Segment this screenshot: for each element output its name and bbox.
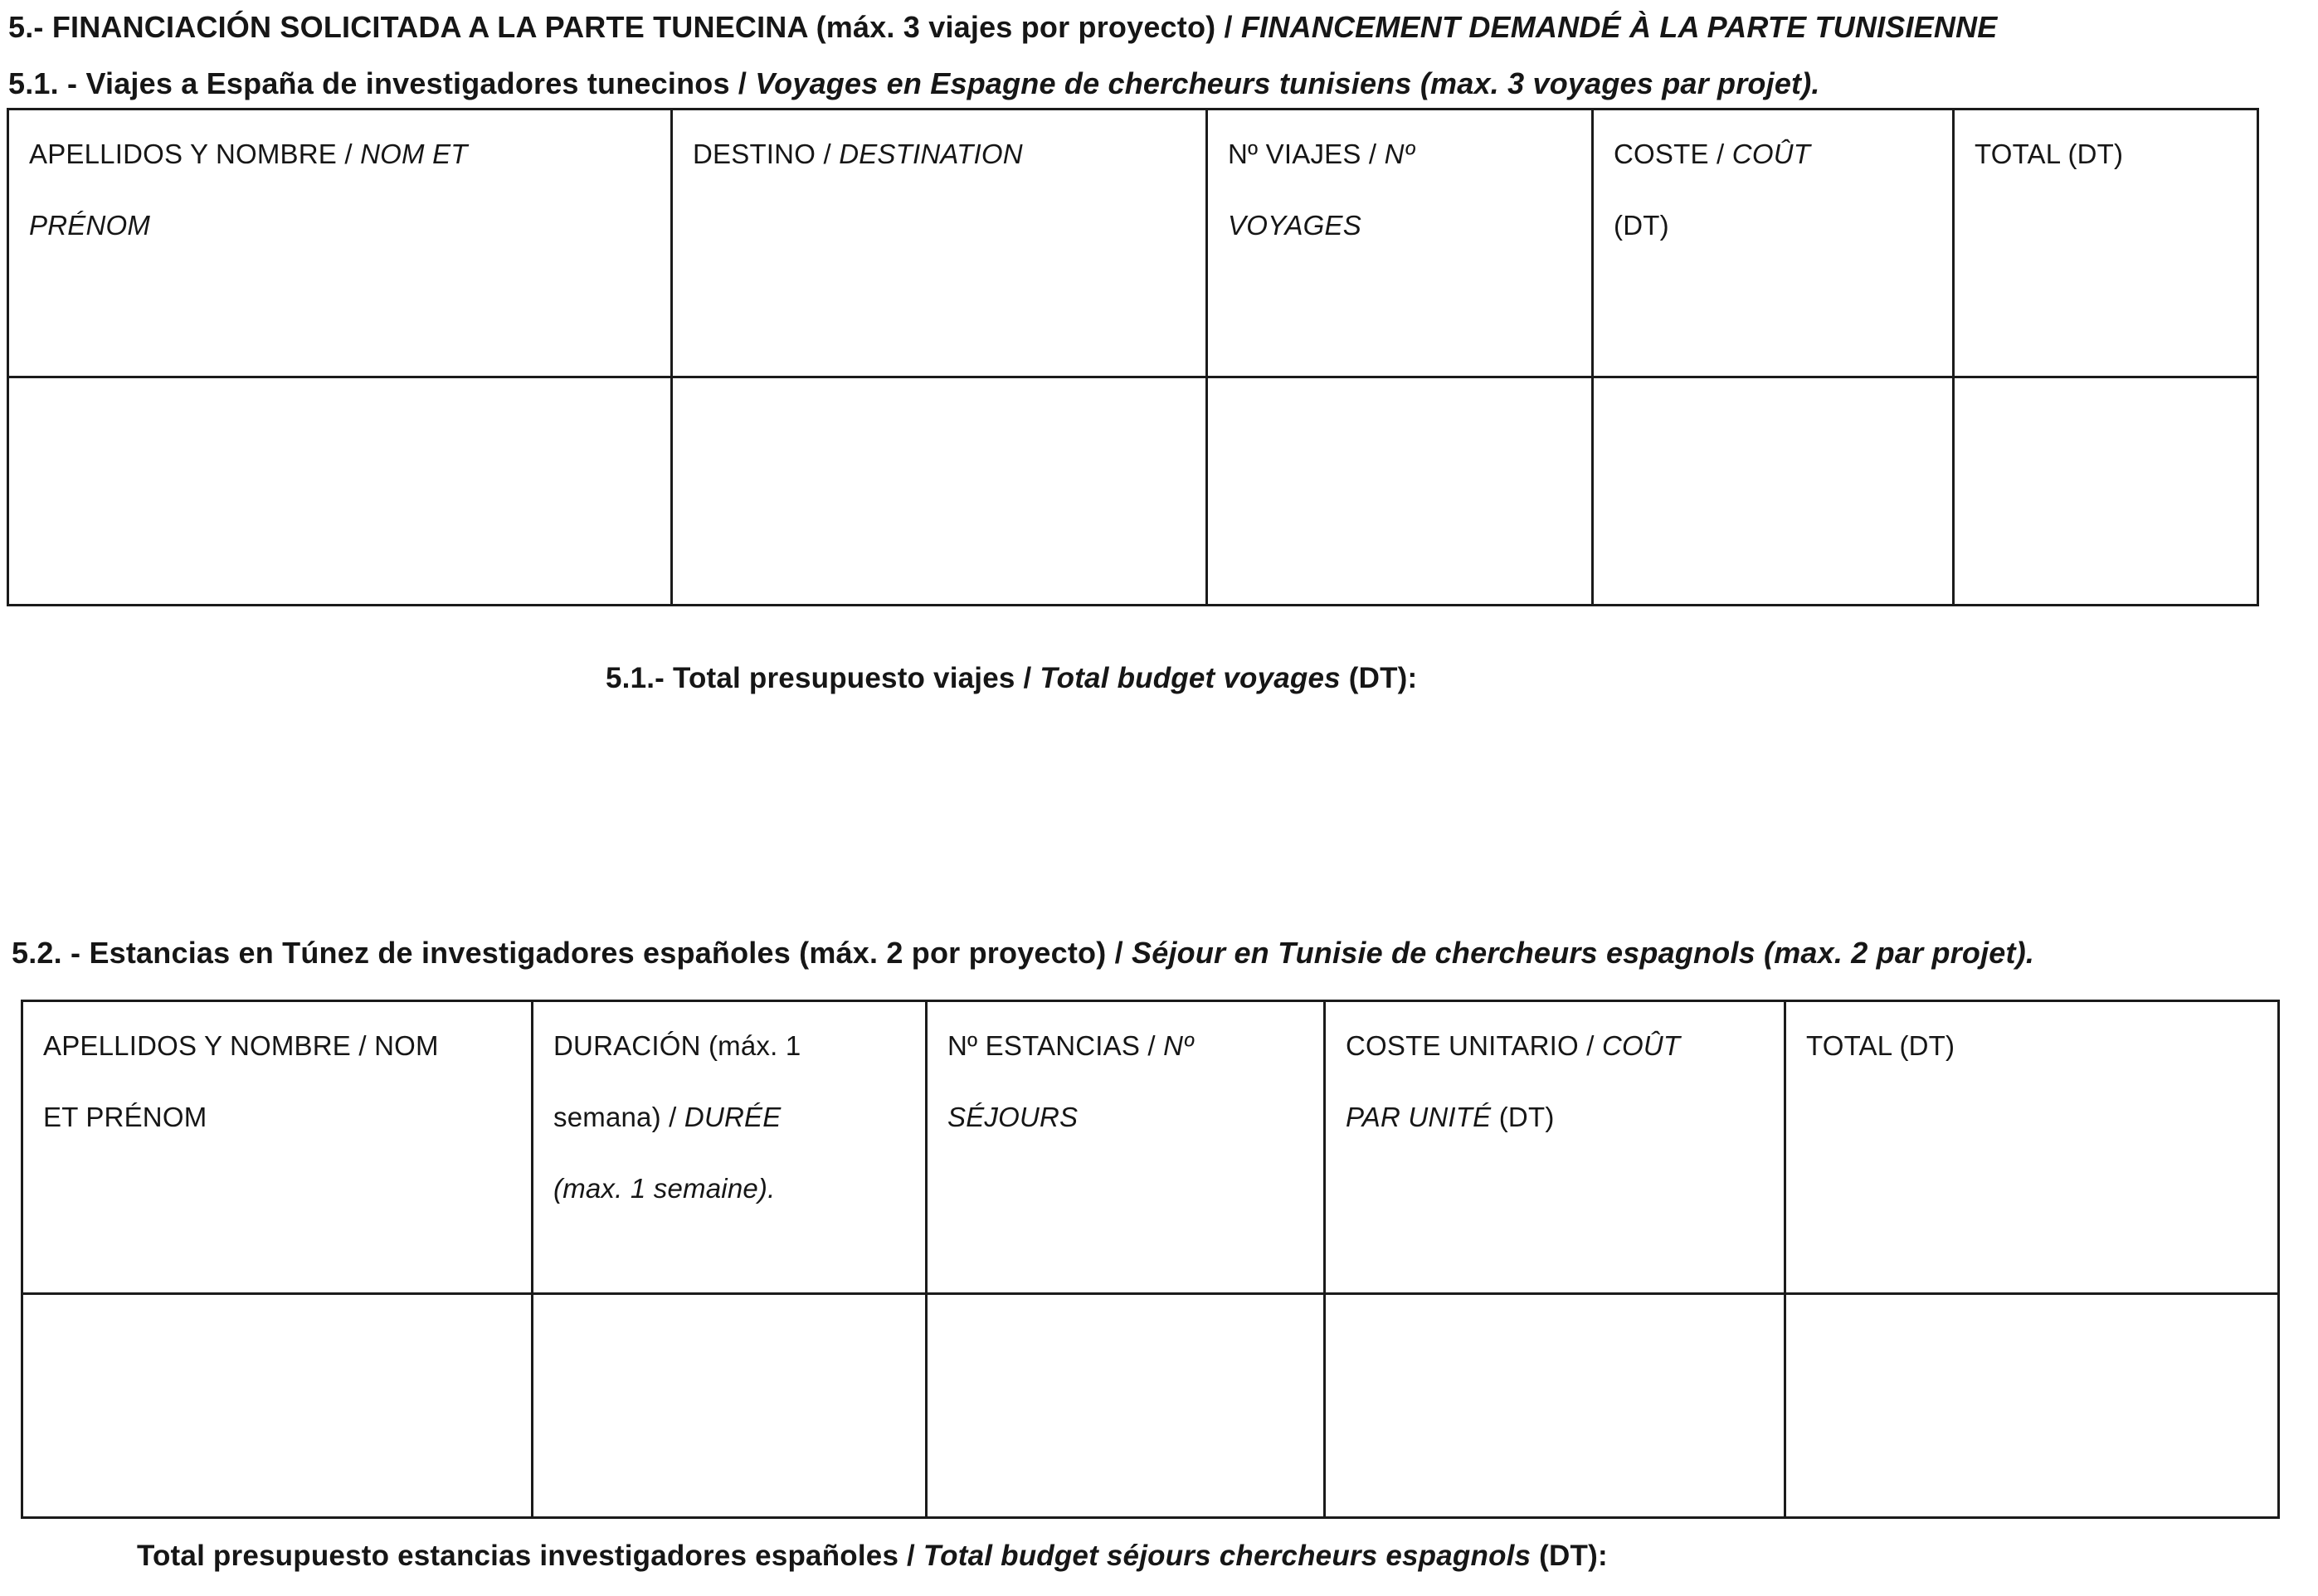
stays-table-header-row [22,1001,2279,1294]
stays-cell-unit-cost [1325,1294,1785,1518]
stays-header-num-stays [927,1001,1325,1294]
trips-cell-destination [672,377,1207,606]
trips-cell-name [8,377,672,606]
stays-total-line [137,1540,1608,1573]
section-5-1-title-es: 5.1. - Viajes a España de investigadores tunecinos / [8,66,756,100]
stays-header-total-label: TOTAL (DT) [1806,1030,1955,1061]
stays-header-name [22,1001,533,1294]
section-5-2-title-fr: Séjour en Tunisie de chercheurs espagnols (max. 2 par projet). [1132,936,2035,970]
trips-table-empty-row [8,377,2258,606]
trips-total-label-fr: Total budget voyages [1040,662,1341,694]
section-5-1-title-fr: Voyages en Espagne de chercheurs tunisiens (max. 3 voyages par projet). [755,66,1820,100]
trips-total-label-es: 5.1.- Total presupuesto viajes / [606,662,1040,694]
section-5-title [8,10,1998,45]
trips-header-name-es: APELLIDOS Y NOMBRE / [29,139,361,169]
trips-table-header-row [8,109,2258,377]
stays-header-duration-es: DURACIÓN (máx. 1 semana) / [553,1030,801,1132]
section-5-title-fr: FINANCEMENT DEMANDÉ À LA PARTE TUNISIENNE [1240,10,1998,44]
stays-header-unit-cost [1325,1001,1785,1294]
trips-header-cost-unit: (DT) [1614,210,1669,241]
stays-header-duration-fr: DURÉE (max. 1 semaine). [553,1102,782,1204]
stays-header-unit-cost-fr: COÛT PAR UNITÉ [1346,1030,1681,1132]
trips-total-label-suffix: (DT): [1340,662,1418,694]
trips-header-cost-fr: COÛT [1731,139,1811,169]
stays-total-label-suffix: (DT): [1531,1540,1608,1572]
trips-header-num-trips-es: Nº VIAJES / [1228,139,1385,169]
stays-total-label-fr: Total budget séjours chercheurs espagnols [923,1540,1532,1572]
stays-header-total [1785,1001,2279,1294]
stays-in-tunisia-table [21,1000,2280,1519]
trips-header-cost-es: COSTE / [1614,139,1732,169]
stays-header-num-stays-fr: Nº SÉJOURS [947,1030,1194,1132]
trips-header-cost [1593,109,1954,377]
trips-cell-num-trips [1207,377,1593,606]
section-5-1-title [8,66,1820,101]
trips-header-total [1954,109,2258,377]
trips-header-destination-fr: DESTINATION [839,139,1023,169]
trips-header-num-trips-fr: Nº VOYAGES [1228,139,1415,241]
stays-header-unit-cost-es: COSTE UNITARIO / [1346,1030,1602,1061]
stays-table-empty-row [22,1294,2279,1518]
stays-total-label-es: Total presupuesto estancias investigadores españoles / [137,1540,923,1572]
stays-cell-name [22,1294,533,1518]
trips-header-total-label: TOTAL (DT) [1975,139,2124,169]
section-5-2-title [12,936,2034,971]
stays-cell-total [1785,1294,2279,1518]
trips-total-line [606,662,1417,695]
stays-cell-duration [533,1294,927,1518]
trips-header-name [8,109,672,377]
stays-header-unit-cost-unit: (DT) [1491,1102,1555,1132]
stays-cell-num-stays [927,1294,1325,1518]
trips-header-name-fr: NOM ET PRÉNOM [29,139,468,241]
trips-to-spain-table [7,108,2259,606]
section-5-title-es: 5.- FINANCIACIÓN SOLICITADA A LA PARTE TUNECINA (máx. 3 viajes por proyecto) / [8,10,1241,44]
section-5-2-title-es: 5.2. - Estancias en Túnez de investigadores españoles (máx. 2 por proyecto) / [12,936,1132,970]
stays-header-duration [533,1001,927,1294]
trips-cell-total [1954,377,2258,606]
trips-header-destination [672,109,1207,377]
trips-header-destination-es: DESTINO / [693,139,840,169]
trips-cell-cost [1593,377,1954,606]
stays-header-name-label: APELLIDOS Y NOMBRE / NOM ET PRÉNOM [43,1030,439,1132]
stays-header-num-stays-es: Nº ESTANCIAS / [947,1030,1164,1061]
trips-header-num-trips [1207,109,1593,377]
